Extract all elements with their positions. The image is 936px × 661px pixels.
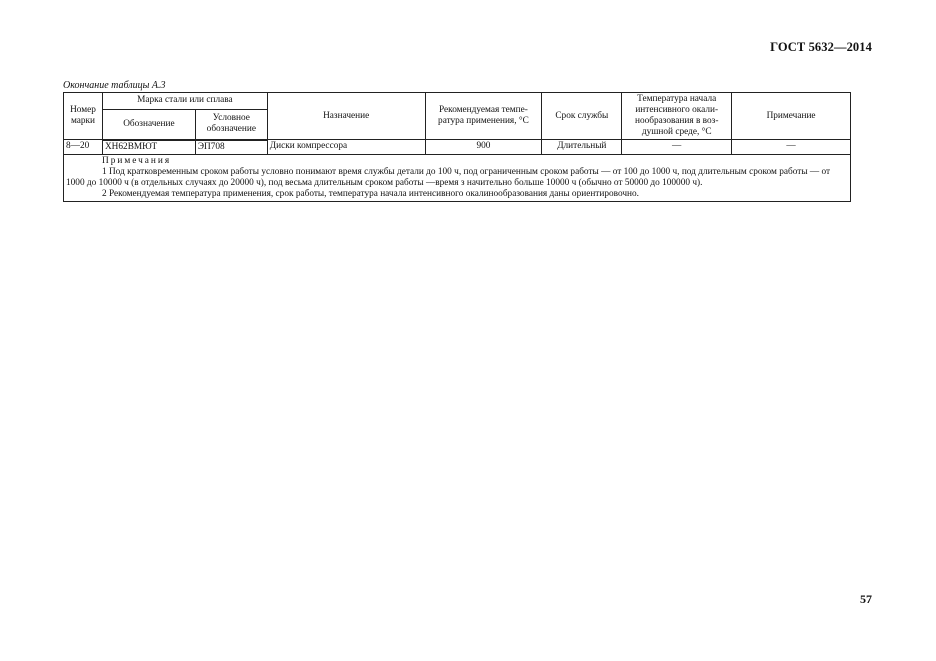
cell-temperature: 900 [425,140,542,155]
cell-scaling-temp: — [622,140,732,155]
table-header-row [64,93,851,110]
note-item: 2 Рекомендуемая температура применения, срок работы, температура начала интенсивного окалинообразования даны ориентировочно. [102,188,639,199]
header-grade-group: Марка стали или сплава [102,93,267,110]
header-remark: Примечание [732,93,851,140]
notes-row [64,154,851,201]
notes-title: Примечания [102,155,172,166]
table-row [64,140,851,155]
cell-remark: — [732,140,851,155]
header-temperature: Рекомендуемая темпе-ратура применения, °С [425,93,542,140]
header-number: Номер марки [64,93,103,140]
header-purpose: Назначение [267,93,425,140]
header-scaling-temp: Температура начала интенсивного окали-нообразования в воз-душной среде, °С [622,93,732,140]
note-item: 1 Под кратковременным сроком работы условно понимают время службы детали до 100 ч, под ограниченным сроком работы — от 100 до 1000 ч, под длительным сроком работы — от 1000 до 10000 ч (в отдельных случаях до 20000 ч), под весьма длительным сроком работы —время з начительно больше 10000 ч (обычно от 50000 до 100000 ч). [66,166,831,188]
cell-service-life: Длительный [542,140,622,155]
steel-grades-table [63,92,851,202]
cell-number: 8—20 [64,140,103,155]
header-service-life: Срок службы [542,93,622,140]
cell-purpose: Диски компрессора [267,140,425,155]
notes-cell [64,154,851,201]
header-designation: Обозначение [102,109,195,139]
cell-conventional: ЭП708 [195,140,267,155]
page-number: 57 [860,592,872,606]
header-conventional: Условное обозначение [195,109,267,139]
cell-designation: ХН62ВМЮТ [102,140,195,155]
document-code: ГОСТ 5632—2014 [770,40,872,54]
table-caption: Окончание таблицы А.3 [63,80,166,91]
